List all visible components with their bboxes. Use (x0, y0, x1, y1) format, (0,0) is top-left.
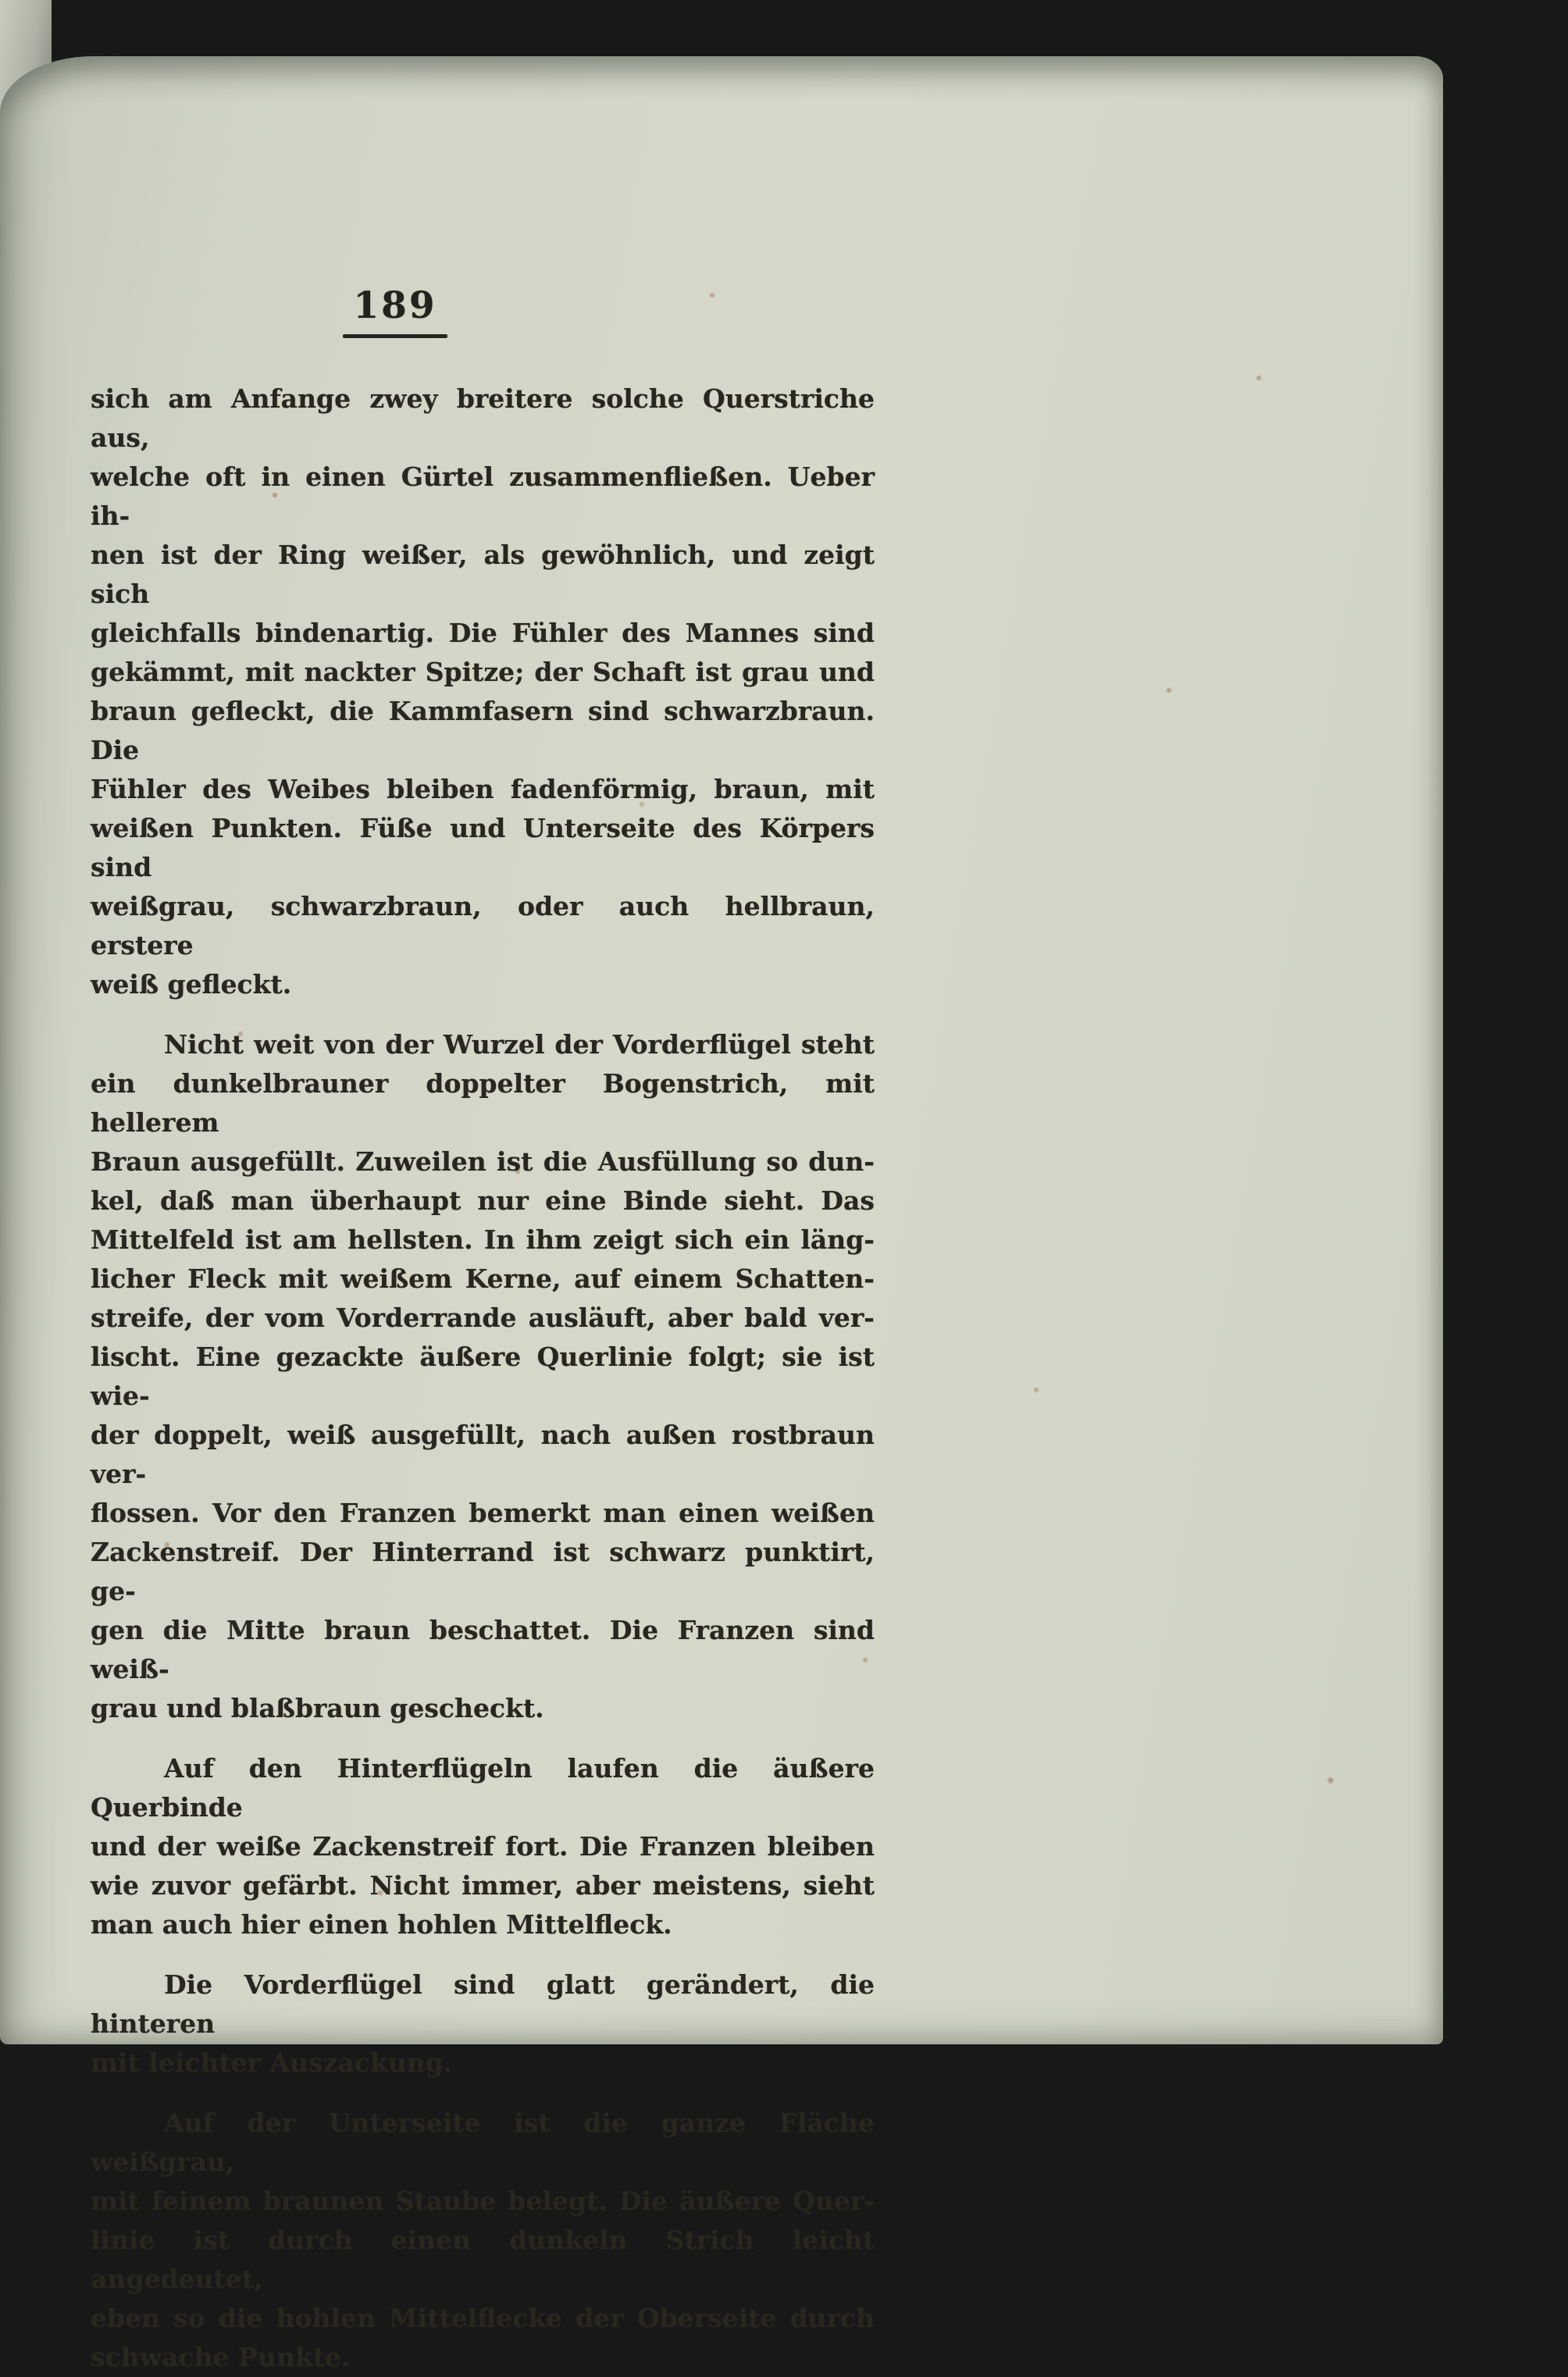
page-header (326, 284, 464, 338)
text-line: licher Fleck mit weißem Kerne, auf einem Schatten- (91, 1263, 875, 1294)
text-line: linie ist durch einen dunkeln Strich leicht angedeutet, (91, 2225, 875, 2294)
text-line: weiß gefleckt. (91, 969, 292, 1000)
page-number: 189 (353, 284, 437, 327)
text-line: der doppelt, weiß ausgefüllt, nach außen rostbraun ver- (91, 1420, 875, 1489)
text-line: streife, der vom Vorderrande ausläuft, aber bald ver- (91, 1303, 875, 1333)
text-line: lischt. Eine gezackte äußere Querlinie folgt; sie ist wie- (91, 1342, 875, 1411)
text-line: welche oft in einen Gürtel zusammenfließen. Ueber ih- (91, 462, 875, 531)
text-line: Braun ausgefüllt. Zuweilen ist die Ausfüllung so dun- (91, 1146, 875, 1177)
text-line: und der weiße Zackenstreif fort. Die Franzen bleiben (91, 1831, 875, 1862)
text-line: Mittelfeld ist am hellsten. In ihm zeigt sich ein läng- (91, 1224, 875, 1255)
text-line: schwache Punkte. (91, 2342, 351, 2372)
text-line: weißen Punkten. Füße und Unterseite des Körpers sind (91, 813, 875, 882)
text-line: nen ist der Ring weißer, als gewöhnlich, und zeigt sich (91, 540, 875, 609)
paragraph (91, 380, 875, 1004)
text-line: Auf der Unterseite ist die ganze Fläche weißgrau, (91, 2108, 875, 2177)
text-line: Fühler des Weibes bleiben fadenförmig, braun, mit (91, 774, 875, 804)
text-line: flossen. Vor den Franzen bemerkt man einen weißen (91, 1498, 875, 1528)
text-line: mit leichter Auszackung. (91, 2047, 453, 2078)
text-line: Zackenstreif. Der Hinterrand ist schwarz punktirt, ge- (91, 1537, 875, 1606)
paper-page (0, 56, 1443, 2372)
paragraph (91, 1965, 875, 2083)
text-line: grau und blaßbraun gescheckt. (91, 1693, 544, 1723)
text-line: wie zuvor gefärbt. Nicht immer, aber meistens, sieht (91, 1870, 875, 1901)
text-line: braun gefleckt, die Kammfasern sind schwarzbraun. Die (91, 696, 875, 765)
text-line: gleichfalls bindenartig. Die Fühler des Mannes sind (91, 618, 875, 648)
text-line: kel, daß man überhaupt nur eine Binde sieht. Das (91, 1185, 875, 1216)
text-line: man auch hier einen hohlen Mittelfleck. (91, 1909, 672, 1940)
text-line: ein dunkelbrauner doppelter Bogenstrich, mit hellerem (91, 1068, 875, 1138)
text-line: gen die Mitte braun beschattet. Die Franzen sind weiß- (91, 1615, 875, 1684)
paragraph (91, 2104, 875, 2377)
text-line: Nicht weit von der Wurzel der Vorderflügel steht (164, 1029, 875, 1060)
body-text (91, 380, 875, 2377)
text-line: Auf den Hinterflügeln laufen die äußere Querbinde (91, 1753, 875, 1823)
text-line: gekämmt, mit nackter Spitze; der Schaft ist grau und (91, 657, 875, 687)
paragraph (91, 1025, 875, 1728)
text-line: eben so die hohlen Mittelflecke der Oberseite durch (91, 2303, 875, 2333)
paragraph (91, 1749, 875, 1944)
page-number-rule (343, 334, 447, 338)
text-line: Die Vorderflügel sind glatt gerändert, die hinteren (91, 1969, 875, 2039)
text-line: weißgrau, schwarzbraun, oder auch hellbraun, erstere (91, 891, 875, 960)
text-line: sich am Anfange zwey breitere solche Querstriche aus, (91, 383, 875, 453)
text-line: mit feinem braunen Staube belegt. Die äußere Quer- (91, 2186, 875, 2216)
